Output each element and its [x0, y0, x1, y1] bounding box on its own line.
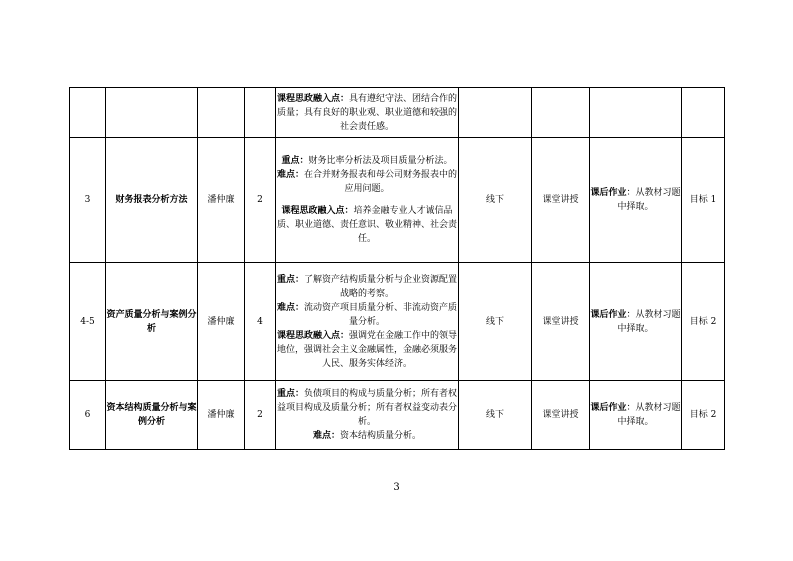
table-row: [70, 88, 725, 138]
content-separator: ：: [344, 206, 354, 216]
row-number: 6: [70, 381, 106, 450]
teacher-name: 潘仲廉: [198, 138, 245, 263]
teaching-content: [276, 88, 459, 138]
teaching-method: 课堂讲授: [532, 381, 590, 450]
homework-label: 课后作业: [590, 403, 627, 413]
course-goal: 目标 2: [682, 263, 725, 381]
row-number: [70, 88, 106, 138]
page-number: 3: [393, 482, 400, 493]
chapter-title: 资产质量分析与案例分析: [106, 263, 198, 381]
content-separator: ：: [294, 274, 304, 285]
teaching-mode: 线下: [459, 381, 532, 450]
teaching-mode: 线下: [459, 263, 532, 381]
content-paragraph: [276, 429, 458, 443]
class-hours: 2: [245, 381, 276, 450]
content-text: 流动资产项目质量分析、非流动资产质量分析。: [304, 302, 458, 327]
homework-text: ：从教材习题中择取。: [617, 309, 681, 334]
content-label: 难点: [276, 302, 295, 313]
content-paragraph: [276, 154, 458, 168]
content-separator: ：: [294, 170, 304, 180]
course-schedule-table: [69, 87, 725, 450]
teacher-name: [198, 88, 245, 138]
content-label: 重点: [276, 389, 295, 399]
homework-cell: [590, 263, 682, 381]
course-goal: [682, 88, 725, 138]
content-text: 强调党在金融工作中的领导地位，强调社会主义金融属性，金融必须服务人民、服务实体经济。: [276, 330, 458, 369]
content-text: 财务比率分析法及项目质量分析法。: [308, 156, 453, 166]
homework-label: 课后作业: [590, 309, 627, 320]
row-number: 3: [70, 138, 106, 263]
content-text: 了解资产结构质量分析与企业资源配置战略的考察。: [304, 274, 458, 299]
content-label: 课程思政融入点: [276, 93, 340, 104]
homework-cell: [590, 381, 682, 450]
homework-text: ：从教材习题中择取。: [617, 403, 681, 427]
chapter-title: 财务报表分析方法: [106, 138, 198, 263]
table-row: [70, 138, 725, 263]
teaching-mode: [459, 88, 532, 138]
content-text: 具有遵纪守法、团结合作的质量；具有良好的职业观、职业道德和较强的社会责任感。: [276, 93, 458, 132]
content-label: 难点: [276, 170, 295, 180]
course-goal: 目标 2: [682, 381, 725, 450]
chapter-title: [106, 88, 198, 138]
teaching-content: [276, 381, 459, 450]
row-number: 4-5: [70, 263, 106, 381]
teaching-method: 课堂讲授: [532, 138, 590, 263]
teaching-method: [532, 88, 590, 138]
content-paragraph: [276, 387, 458, 429]
content-label: 重点: [281, 156, 300, 166]
content-paragraph: [276, 329, 458, 371]
content-paragraph: [276, 301, 458, 329]
teaching-content: [276, 263, 459, 381]
content-separator: ：: [339, 330, 349, 341]
class-hours: [245, 88, 276, 138]
content-separator: ：: [330, 431, 340, 441]
teacher-name: 潘仲廉: [198, 381, 245, 450]
class-hours: 4: [245, 263, 276, 381]
content-separator: ：: [339, 93, 349, 104]
teacher-name: 潘仲廉: [198, 263, 245, 381]
content-separator: ：: [294, 302, 304, 313]
content-text: 培养金融专业人才诚信品质、职业道德、责任意识、敬业精神、社会责任。: [276, 206, 457, 244]
homework-cell: [590, 88, 682, 138]
content-paragraph: [276, 92, 458, 134]
table-row: [70, 381, 725, 450]
content-label: 难点: [312, 431, 331, 441]
homework-cell: [590, 138, 682, 263]
class-hours: 2: [245, 138, 276, 263]
content-text: 资本结构质量分析。: [340, 431, 422, 441]
content-text: 在合并财务报表和母公司财务报表中的应用问题。: [304, 170, 458, 194]
content-paragraph: [276, 204, 458, 246]
teaching-content: [276, 138, 459, 263]
teaching-method: 课堂讲授: [532, 263, 590, 381]
content-separator: ：: [294, 389, 304, 399]
content-paragraph: [276, 273, 458, 301]
course-goal: 目标 1: [682, 138, 725, 263]
content-paragraph: [276, 168, 458, 196]
content-separator: ：: [299, 156, 309, 166]
content-text: 负债项目的构成与质量分析；所有者权益项目构成及质量分析；所有者权益变动表分析。: [276, 389, 458, 427]
homework-text: ：从教材习题中择取。: [617, 188, 681, 212]
teaching-mode: 线下: [459, 138, 532, 263]
content-label: 课程思政融入点: [276, 330, 340, 341]
content-label: 课程思政融入点: [281, 206, 345, 216]
content-label: 重点: [276, 274, 295, 285]
homework-label: 课后作业: [590, 188, 627, 198]
chapter-title: 资本结构质量分析与案例分析: [106, 381, 198, 450]
table-row: [70, 263, 725, 381]
